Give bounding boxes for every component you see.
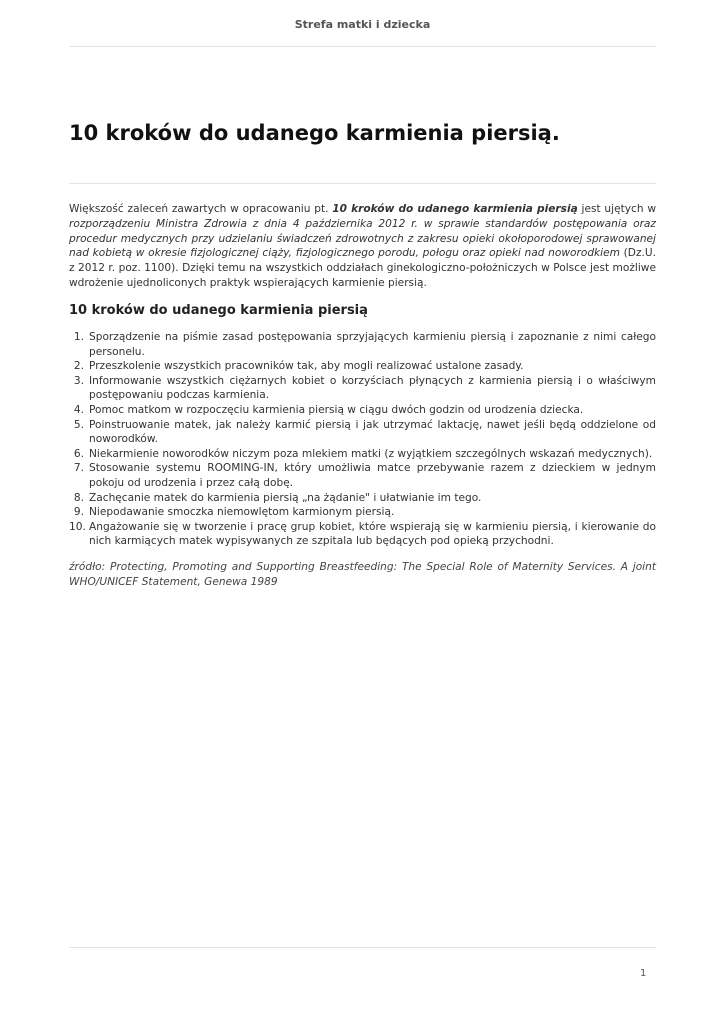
step-text: Zachęcanie matek do karmienia piersią „na żądanie" i ułatwianie im tego. — [89, 491, 482, 504]
step-text: Stosowanie systemu ROOMING-IN, który umożliwia matce przebywanie razem z dzieckiem w jednym pokoju od urodzenia i przez całą dobę. — [89, 462, 656, 489]
step-number: 10. — [69, 520, 86, 533]
header-divider — [69, 46, 656, 47]
step-number: 8. — [73, 491, 84, 504]
list-item — [69, 359, 656, 374]
step-number: 7. — [73, 462, 84, 475]
step-text: Pomoc matkom w rozpoczęciu karmienia piersią w ciągu dwóch godzin od urodzenia dziecka. — [89, 403, 584, 416]
intro-text: Większość zaleceń zawartych w opracowaniu pt. — [69, 203, 333, 215]
page-number: 1 — [640, 968, 647, 979]
step-text: Przeszkolenie wszystkich pracowników tak, aby mogli realizować ustalone zasady. — [89, 360, 524, 373]
step-number: 3. — [73, 374, 84, 387]
step-text: Niepodawanie smoczka niemowlętom karmionym piersią. — [89, 506, 395, 519]
list-item — [69, 447, 656, 462]
title-divider — [69, 183, 656, 184]
list-item — [69, 505, 656, 520]
list-item — [69, 520, 656, 549]
list-item — [69, 461, 656, 490]
list-item — [69, 403, 656, 418]
step-number: 5. — [73, 418, 84, 431]
list-item — [69, 418, 656, 447]
steps-list — [69, 330, 656, 549]
list-item — [69, 491, 656, 506]
footer-divider — [69, 947, 656, 948]
source-citation: źródło: Protecting, Promoting and Supporting Breastfeeding: The Special Role of Maternity Services. A joint WHO/UNICEF Statement, Genewa 1989 — [69, 561, 656, 588]
intro-regulation: rozporządzeniu Ministra Zdrowia z dnia 4 października 2012 r. w sprawie standardów postępowania oraz procedur medycznych przy udzielaniu świadczeń zdrowotnych z zakresu opieki okołoporodowej sprawowanej nad kobietą w okresie fizjologicznej ciąży, fizjologicznego porodu, połogu oraz opieki nad noworodkiem — [69, 217, 656, 260]
page-title: 10 kroków do udanego karmienia piersią. — [69, 121, 560, 145]
step-text: Angażowanie się w tworzenie i pracę grup kobiet, które wspierają się w karmieniu piersią, i kierowanie do nich karmiących matek wypisywanych ze szpitala lub będących pod opieką przychodni. — [89, 520, 656, 548]
step-text: Poinstruowanie matek, jak należy karmić piersią i jak utrzymać laktację, nawet jeśli będą oddzielone od noworodków. — [89, 418, 656, 446]
list-item — [69, 330, 656, 359]
step-text: Sporządzenie na piśmie zasad postępowania sprzyjających karmieniu piersią i zapoznanie z nimi całego personelu. — [89, 331, 656, 358]
step-text: Informowanie wszystkich ciężarnych kobiet o korzyściach płynących z karmienia piersią i o właściwym postępowaniu podczas karmienia. — [89, 374, 656, 402]
step-number: 4. — [73, 403, 84, 416]
step-text: Niekarmienie noworodków niczym poza mlekiem matki (z wyjątkiem szczególnych wskazań medycznych). — [89, 447, 653, 460]
step-number: 1. — [73, 331, 84, 343]
intro-text: (Dz.U. z 2012 r. poz. 1100). Dzięki temu na wszystkich oddziałach ginekologiczno-położniczych w Polsce jest możliwe wdrożenie ujednoliconych praktyk wspierających karmienie piersią. — [69, 247, 656, 289]
step-number: 6. — [73, 447, 84, 460]
step-number: 9. — [73, 506, 84, 519]
step-number: 2. — [73, 360, 84, 373]
site-title: Strefa matki i dziecka — [294, 18, 431, 31]
intro-text: jest ujętych w — [577, 203, 656, 215]
list-item — [69, 374, 656, 403]
intro-highlight: 10 kroków do udanego karmienia piersią — [332, 203, 578, 215]
intro-paragraph — [69, 202, 656, 291]
section-heading: 10 kroków do udanego karmienia piersią — [69, 303, 368, 318]
